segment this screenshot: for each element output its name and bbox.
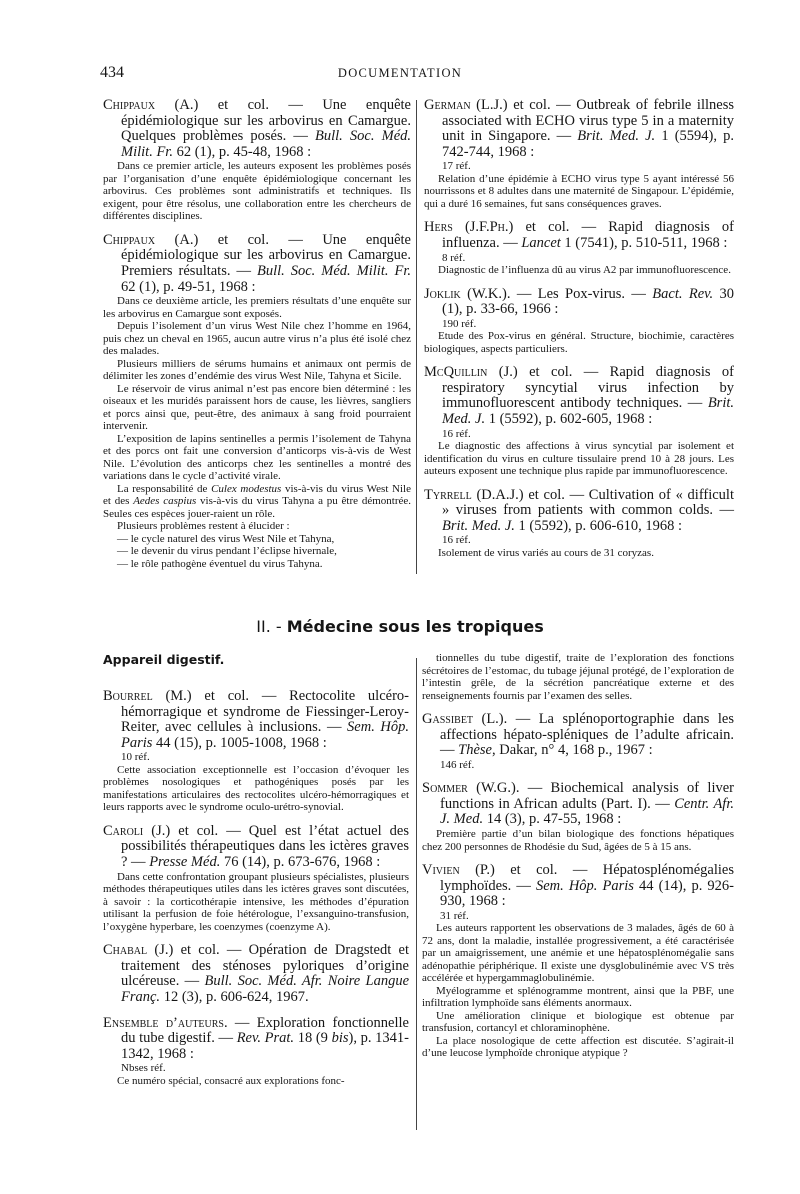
abstract-text: Etude des Pox-virus en général. Structure, biochimie, caractères biologiques, aspects particuliers. (424, 330, 734, 355)
entry-title: 44 (15), p. 1005-1008, 1968 : (152, 734, 327, 751)
entry-citation (424, 488, 734, 535)
abstract-text: Diagnostic de l’influenza dû au virus A2 par immunofluorescence. (438, 264, 731, 277)
entry-citation (422, 863, 734, 910)
entry-journal: Rev. Prat. (236, 1030, 295, 1047)
abstract-text: Relation d’une épidémie à ECHO virus type 5 ayant intéressé 56 nourrissons et 8 adultes dans une maternité de Singapour. L’épidémie, qui a duré 16 semaines, fut sans conséquences graves. (424, 172, 734, 210)
abstract-text: Première partie d’un bilan biologique des fonctions hépatiques chez 200 personnes de Rhodésie du Sud, âgées de 5 à 15 ans. (422, 828, 734, 853)
entry-author: Chippaux (A.) (103, 97, 199, 113)
bibliographic-entry (103, 824, 409, 933)
entry-author: McQuillin (J.) (424, 364, 518, 381)
abstract-text: Cette association exceptionnelle est l’occasion d’évoquer les problèmes nosologiques et pathogéniques posés par les manifestations articulaires des rectocolites ulcéro-hémorragiques et leurs rapports avec le syndrome oculo-urétro-synovial. (103, 763, 409, 814)
entry-reference-count: 16 réf. (442, 427, 471, 440)
entry-citation (424, 365, 734, 427)
entry-author: Joklik (W.K.) (424, 285, 507, 302)
entry-title: et col. — Cultivation of « difficult » viruses from patients with common colds. — (442, 486, 734, 519)
entry-abstract (422, 652, 734, 702)
abstract-text: tionnelles du tube digestif, traite de l’exploration des fonctions sécrétoires de l’estomac, du tubage jéjunal protégé, de l’exploration de l’intestin grêle, de la sécrétion pancréatique externe et des renseignements fournis par l’examen des selles. (422, 652, 734, 702)
entry-abstract (424, 264, 734, 277)
abstract-text: Myélogramme et splénogramme montrent, ainsi que la PBF, une infiltration lymphoïde sans éléments anormaux. (422, 984, 734, 1010)
entry-citation (424, 98, 734, 160)
entry-title: 1 (5592), p. 606-610, 1968 : (514, 517, 683, 534)
abstract-text: Ce numéro spécial, consacré aux explorations fonc- (117, 1074, 345, 1087)
entry-title: . — Exploration fonctionnelle du tube digestif. — (121, 1014, 409, 1047)
entry-title: et col. — Rapid diagnosis of respiratory syncytial virus infection by immunofluorescent antibody techniques. — (442, 364, 735, 412)
entry-author: Caroli (J.) (103, 822, 171, 839)
section-number: II. - (256, 617, 282, 636)
column-bottom-left (103, 652, 409, 1097)
entry-journal: Lancet (521, 234, 561, 251)
column-top-right (424, 98, 734, 569)
abstract-text: Plusieurs milliers de sérums humains et animaux ont permis de délimiter les zones d’endémie des virus West Nile, Tahyna et Sicile. (103, 357, 411, 383)
entry-reference-count: 16 réf. (442, 534, 471, 547)
abstract-text: Le réservoir de virus animal n’est pas encore bien déterminé : les oiseaux et les muridés paraissent hors de cause, les lièvres, sangliers et porcs ainsi que, peut-être, des animaux à sang froid pourraient intervenir. (103, 382, 411, 433)
entry-title: 76 (14), p. 673-676, 1968 : (220, 854, 381, 871)
entry-citation (103, 689, 409, 751)
entry-abstract (424, 330, 734, 355)
entry-abstract (103, 295, 411, 320)
bibliographic-entry (103, 1016, 409, 1088)
entry-journal: Bull. Soc. Méd. Milit. Fr. (256, 263, 411, 280)
column-divider-bottom (416, 658, 417, 1130)
entry-journal: Bact. Rev. (652, 285, 714, 302)
abstract-text: Une amélioration clinique et biologique est obtenue par transfusion, cortancyl et chloraminophène. (422, 1009, 734, 1035)
entry-abstract (103, 545, 411, 558)
abstract-text: Depuis l’isolement d’un virus West Nile chez l’homme en 1964, puis chez un cheval en 1965, aucun autre virus n’a plus été isolé chez des malades. (103, 320, 411, 358)
entry-title: 1 (5592), p. 602-605, 1968 : (485, 411, 653, 428)
entry-title: et col. — Rectocolite ulcéro-hémorragique et syndrome de Fiessinger-Leroy-Reiter, avec cellules à inclusions. — (121, 688, 409, 736)
section-title (0, 617, 800, 636)
entry-citation (103, 233, 411, 295)
entry-title: et col. — Rapid diagnosis of influenza. — (442, 219, 734, 251)
entry-journal: Bull. Soc. Méd. Milit. Fr. (121, 128, 411, 160)
bibliographic-entry (422, 781, 734, 853)
entry-reference-count: 17 réf. (442, 160, 471, 173)
bibliographic-entry (422, 652, 734, 702)
entry-abstract (103, 358, 411, 383)
bibliographic-entry (424, 287, 734, 356)
entry-abstract (103, 320, 411, 358)
entry-author: Tyrrell (D.A.J.) (424, 486, 524, 503)
running-title: DOCUMENTATION (337, 66, 463, 80)
abstract-text: La responsabilité de (117, 482, 212, 495)
entry-abstract (103, 871, 409, 934)
entry-reference-count: 190 réf. (442, 317, 477, 330)
entry-abstract (103, 433, 411, 483)
entry-reference-count: Nbses réf. (121, 1062, 166, 1075)
entry-abstract (103, 483, 411, 521)
entry-title: 62 (1), p. 45-48, 1968 : (172, 143, 312, 160)
entry-abstract (103, 520, 411, 533)
entry-reference-count: 146 réf. (440, 758, 475, 771)
abstract-text: Isolement de virus variés au cours de 31 coryzas. (438, 546, 654, 559)
entry-citation (424, 220, 734, 251)
column-bottom-right (422, 652, 734, 1070)
entry-citation (422, 781, 734, 828)
entry-title: 18 (9 (294, 1030, 332, 1047)
entry-citation (422, 712, 734, 759)
entry-title: et col. — Hépatosplénomégalies lymphoïdes. — (440, 862, 734, 894)
entry-abstract (103, 160, 411, 223)
abstract-text: L’exposition de lapins sentinelles a permis l’isolement de Tahyna et des porcs ont fait une conversion d’anticorps vis-à-vis de West Nile. L’évolution des anticorps chez les sentinelles a montré des variations dans le cycle d’activité virale. (103, 432, 411, 483)
entry-abstract (424, 173, 734, 211)
entry-title: . — Biochemical analysis of liver functions in African adults (Part. I). — (440, 780, 734, 812)
entry-abstract (422, 922, 734, 985)
entry-journal: Brit. Med. J. (442, 395, 734, 428)
abstract-text: Dans ce premier article, les auteurs exposent les problèmes posés par l’organisation d’une enquête épidémiologique concernant les arbovirus. Ces problèmes sont administratifs et techniques. Ils exigent, pour être résolus, une collaboration entre les chercheurs de différentes disciplines. (103, 160, 411, 223)
entry-citation (103, 98, 411, 160)
abstract-text: Dans ce deuxième article, les premiers résultats d’une enquête sur les arbovirus en Camargue sont exposés. (103, 295, 411, 320)
entry-reference-count: 10 réf. (121, 751, 150, 764)
bibliographic-entry (424, 98, 734, 210)
entry-citation (103, 1016, 409, 1063)
bibliographic-entry (103, 233, 411, 570)
entry-title: 44 (14), p. 926-930, 1968 : (440, 877, 734, 910)
abstract-text: vis-à-vis du virus West Nile et des (103, 482, 411, 508)
subheading: Appareil digestif. (103, 652, 225, 667)
entry-title: , Dakar, n° 4, 168 p., 1967 : (491, 742, 653, 759)
entry-reference-count: 31 réf. (440, 909, 469, 922)
entry-journal: bis (331, 1030, 349, 1047)
abstract-text: — le rôle pathogène éventuel du virus Tahyna. (117, 557, 323, 570)
abstract-text: vis-à-vis du virus Tahyna a pu être démontrée. Seules ces espèces jouer-raient un rôle. (103, 495, 411, 520)
entry-title: 14 (3), p. 47-55, 1968 : (483, 811, 622, 828)
section-heading: Médecine sous les tropiques (286, 617, 544, 636)
entry-abstract (422, 1035, 734, 1060)
page-number: 434 (100, 64, 124, 81)
entry-author: Bourrel (M.) (103, 688, 192, 704)
entry-journal: Brit. Med. J. (442, 517, 515, 534)
abstract-text: Dans cette confrontation groupant plusieurs spécialistes, plusieurs méthodes thérapeutiques utiles dans les ictères graves sont discutées, à savoir : la corticothérapie intensive, les méthodes d’épuration utilisant la perfusion de foie hétérologue, l’exsanguino-transfusion, l’oxygène hyperbare, les coenzymes (coenzyme A). (103, 870, 409, 933)
bibliographic-entry (422, 712, 734, 771)
abstract-text: La place nosologique de cette affection est discutée. S’agirait-il d’une leucose lymphoïde chronique atypique ? (422, 1034, 734, 1060)
entry-author: Vivien (P.) (422, 862, 495, 879)
entry-abstract (422, 828, 734, 853)
abstract-text: — le cycle naturel des virus West Nile et Tahyna, (117, 532, 335, 545)
bibliographic-entry (422, 863, 734, 1060)
entry-journal: Thèse (458, 742, 492, 759)
entry-title: . — La splénoportographie dans les affections hépato-spléniques de l’adulte africain. — (440, 711, 734, 759)
bibliographic-entry (103, 689, 409, 814)
entry-title: et col. — Une enquête épidémiologique sur les arbovirus en Camargue. Premiers résultats. — (121, 231, 411, 280)
column-divider-top (416, 100, 417, 574)
bibliographic-entry (424, 488, 734, 560)
entry-abstract (422, 985, 734, 1010)
entry-author: German (L.J.) (424, 97, 508, 113)
entry-journal: Sem. Hôp. Paris (535, 877, 634, 894)
entry-title: 62 (1), p. 49-51, 1968 : (121, 278, 256, 295)
bibliographic-entry (424, 365, 734, 477)
entry-abstract (103, 533, 411, 546)
entry-author: Gassibet (L.) (422, 711, 504, 727)
entry-journal: Bull. Soc. Méd. Afr. Noire Langue Franç. (121, 973, 410, 1005)
bibliographic-entry (424, 220, 734, 276)
entry-reference-count: 8 réf. (442, 251, 466, 264)
entry-title: et col. — Quel est l’état actuel des possibilités thérapeutiques dans les ictères graves ? — (121, 822, 410, 871)
entry-abstract (103, 1075, 409, 1088)
entry-abstract (103, 764, 409, 814)
entry-journal: Centr. Afr. J. Med. (440, 795, 734, 828)
entry-abstract (424, 547, 734, 560)
entry-author: Ensemble d’auteurs (103, 1014, 224, 1031)
entry-author: Sommer (W.G.) (422, 780, 516, 797)
entry-author: Hers (J.F.Ph.) (424, 219, 514, 236)
entry-journal: Sem. Hôp. Paris (121, 719, 409, 751)
entry-title: 30 (1), p. 33-66, 1966 : (442, 285, 734, 318)
bottom-left-entries (103, 689, 409, 1087)
abstract-italic: Culex modestus (211, 482, 282, 495)
entry-title: et col. — Une enquête épidémiologique sur les arbovirus en Camargue. Quelques problèmes posés. — (121, 97, 411, 145)
entry-abstract (103, 558, 411, 571)
entry-author: Chabal (J.) (103, 942, 174, 959)
bibliographic-entry (103, 943, 409, 1005)
entry-title: 12 (3), p. 606-624, 1967. (160, 988, 309, 1005)
entry-title: et col. — Opération de Dragstedt et traitement des sténoses pyloriques d’origine ulcéreuse. — (121, 942, 409, 990)
abstract-text: Le diagnostic des affections à virus syncytial par isolement et identification du virus en culture tissulaire prend 10 à 28 jours. Les auteurs exposent une technique plus rapide par immunofluorescence. (424, 440, 734, 478)
entry-abstract (424, 440, 734, 478)
entry-abstract (103, 383, 411, 433)
abstract-text: — le devenir du virus pendant l’éclipse hivernale, (117, 545, 337, 558)
entry-author: Chippaux (A.) (103, 231, 199, 248)
abstract-text: Plusieurs problèmes restent à élucider : (117, 520, 290, 533)
column-top-left (103, 98, 411, 580)
entry-title: 1 (7541), p. 510-511, 1968 : (560, 234, 728, 251)
entry-title: ), p. 1341-1342, 1968 : (121, 1030, 409, 1062)
abstract-text: Les auteurs rapportent les observations de 3 malades, âgés de 60 à 72 ans, dont la maladie, installée progressivement, a été caractérisée par un amaigrissement, une anémie et une hépatosplénomégalie sans adénopathie périphérique. Il existe une dysglobulinémie avec VS très accélérée et hypergammaglobulinémie. (422, 922, 734, 985)
entry-citation (424, 287, 734, 318)
entry-title: et col. — Outbreak of febrile illness associated with ECHO virus type 5 in a maternity unit in Singapore. — (442, 97, 734, 145)
abstract-italic: Aedes caspius (133, 495, 197, 508)
entry-abstract (422, 1010, 734, 1035)
entry-citation (103, 824, 409, 871)
entry-journal: Presse Méd. (149, 854, 221, 871)
bibliographic-entry (103, 98, 411, 223)
entry-title: 1 (5594), p. 742-744, 1968 : (442, 128, 734, 160)
entry-citation (103, 943, 409, 1005)
entry-title: . — Les Pox-virus. — (506, 285, 653, 302)
entry-journal: Brit. Med. J. (577, 128, 656, 145)
